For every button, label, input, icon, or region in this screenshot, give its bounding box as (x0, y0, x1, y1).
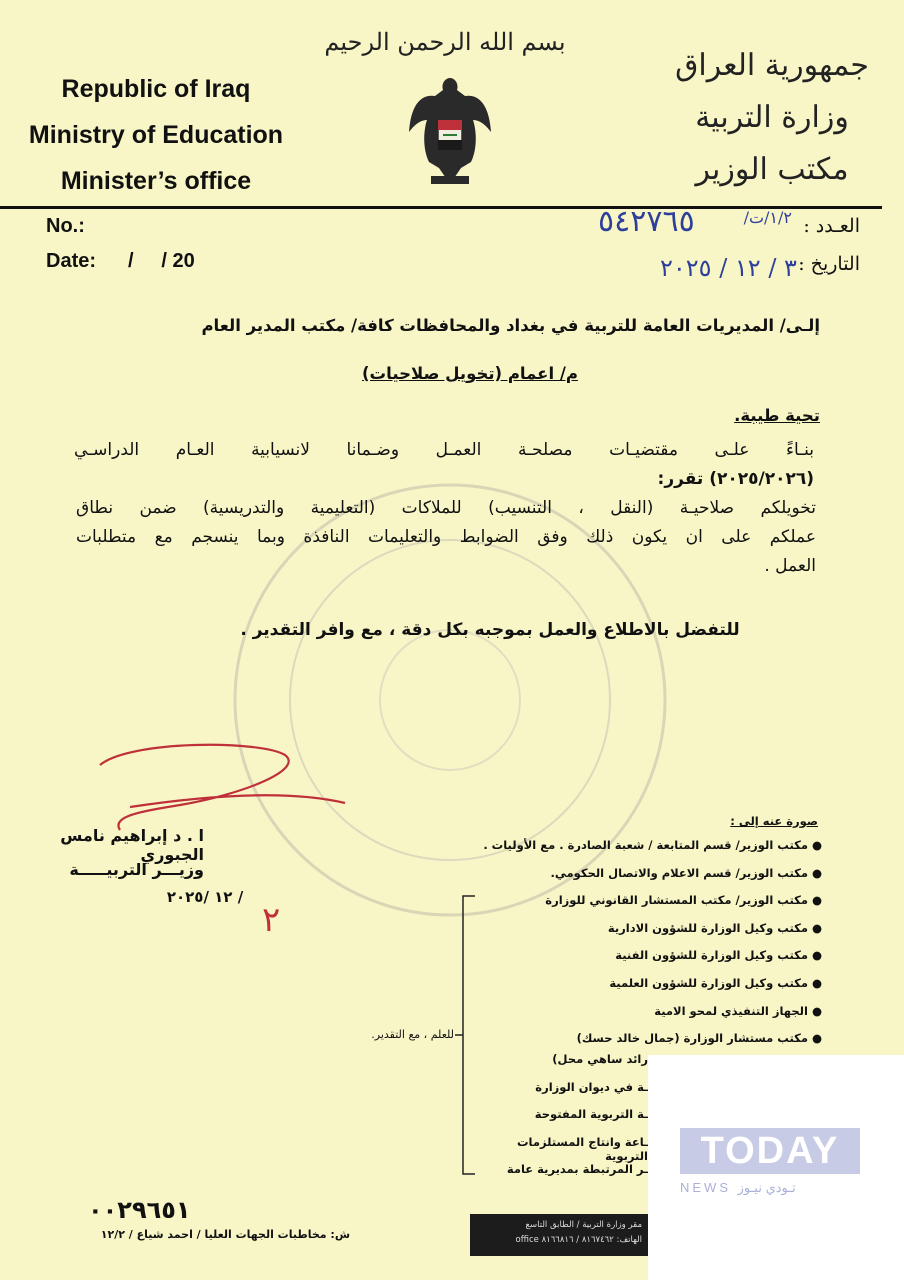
list-item: ـر المرتبطة بمديرية عامة (506, 1162, 648, 1177)
header-en-line-3: Minister’s office (60, 167, 252, 195)
list-item: ● مكتب الوزير/ قسم الاعلام والاتصال الحكومي. (550, 865, 822, 880)
list-item: ـة في ديوان الوزارة (535, 1079, 648, 1094)
recipient: إلـى/ المديريات العامة للتربية في بغداد والمحافظات كافة/ مكتب المدير العام (201, 316, 820, 335)
header-ar-line-1: جمهورية العراق (675, 48, 869, 83)
today-news-subtitle: NEWS تـودي نيـوز (680, 1180, 796, 1195)
footer-initials: ش: مخاطبات الجهات العليا / احمد شياع / ١٢/٢ (100, 1228, 350, 1241)
ref-number-handwritten: ٥٤٢٧٦٥ (598, 204, 695, 239)
signer-title: وزيـــر التربيـــــة (69, 860, 204, 879)
list-item: ● مكتب وكيل الوزارة للشؤون العلمية (609, 975, 822, 990)
subject: م/ اعمام (تخويل صلاحيات) (362, 364, 578, 383)
header-en-line-2: Ministry of Education (28, 121, 284, 149)
date-blank-en: / / 20 (128, 250, 195, 272)
para1-line2: (٢٠٢٥/٢٠٢٦) تقرر: (657, 469, 814, 489)
header-ar-line-3: مكتب الوزير (695, 152, 849, 187)
header-ar-line-2: وزارة التربية (695, 100, 849, 135)
para2-line3: العمل . (764, 556, 816, 576)
bracket-note: للعلم ، مع التقدير. (371, 1028, 454, 1041)
no-label-en: No.: (46, 215, 85, 237)
address-line-1: مقر وزارة التربية / الطابق التاسع (525, 1220, 642, 1230)
serial-number: ٠٠٢٩٦٥١ (88, 1196, 191, 1224)
list-item: ● مكتب وكيل الوزارة للشؤون الادارية (607, 920, 822, 935)
red-handwritten-mark: ٢ (262, 900, 281, 940)
today-news-logo: TODAY (680, 1128, 860, 1174)
signer-name: ا . د إبراهيم نامس الجبوري (60, 826, 204, 864)
distribution-bracket (455, 892, 485, 1182)
greeting: تحية طيبة. (734, 406, 820, 425)
iraq-eagle-emblem-icon (405, 72, 495, 190)
address-word: office (515, 1235, 539, 1245)
para2-line1: تخويلكم صلاحيـة (النقل ، التنسيب) للملاكات (التعليمية والتدريسية) ضمن نطاق (76, 498, 816, 518)
list-item: ● مكتب الوزير/ قسم المتابعة / شعبة الصادرة . مع الأوليات . (483, 838, 822, 852)
basmala: بسم الله الرحمن الرحيم (324, 28, 566, 56)
list-item: ● مكتب مستشار الوزارة (جمال خالد حسك) (576, 1031, 822, 1046)
footer-address-bar (470, 1214, 650, 1256)
list-item: رائد ساهي محل) (552, 1052, 648, 1066)
para1-line1: بنـاءً علـى مقتضيـات مصلحـة العمـل وضـمانا لانسيابية العـام الدراسـي (74, 440, 814, 460)
list-item: ـاعة وانتاج المستلزمات التربوية (516, 1134, 648, 1163)
distribution-partial-list (476, 1052, 648, 1190)
header-arabic (672, 40, 872, 196)
date-label-ar: التاريخ : (798, 253, 860, 275)
list-item: ـة التربوية المفتوحة (534, 1107, 648, 1122)
list-item: ● مكتب وكيل الوزارة للشؤون الفنية (615, 948, 822, 963)
signer-date: / ١٢ /٢٠٢٥ (166, 888, 244, 906)
date-handwritten: ٣ / ١٢ / ٢٠٢٥ (660, 254, 797, 282)
distribution-heading: صورة عنه إلى : (730, 814, 818, 828)
header-english (26, 66, 286, 204)
address-line-2: الهاتف: ٨١٦٧٤٦٢ / ٨١٦٦٨١٦ office (515, 1235, 642, 1245)
list-item: ● مكتب الوزير/ مكتب المستشار القانوني للوزارة (545, 893, 822, 908)
list-item: ● الجهاز التنفيذي لمحو الامية (654, 1003, 822, 1018)
para2-line2: عملكم على ان يكون ذلك وفق الضوابط والتعليمات النافذة وبما ينسجم مع متطلبات (76, 527, 816, 547)
closing: للتفضل بالاطلاع والعمل بموجبه بكل دقة ، مع وافر التقدير . (240, 620, 740, 640)
ref-prefix: ١/٢/ت/ (743, 208, 792, 227)
no-label-ar: العـدد : (803, 215, 860, 237)
date-label-en: Date: (46, 250, 97, 272)
header-en-line-1: Republic of Iraq (61, 75, 251, 103)
